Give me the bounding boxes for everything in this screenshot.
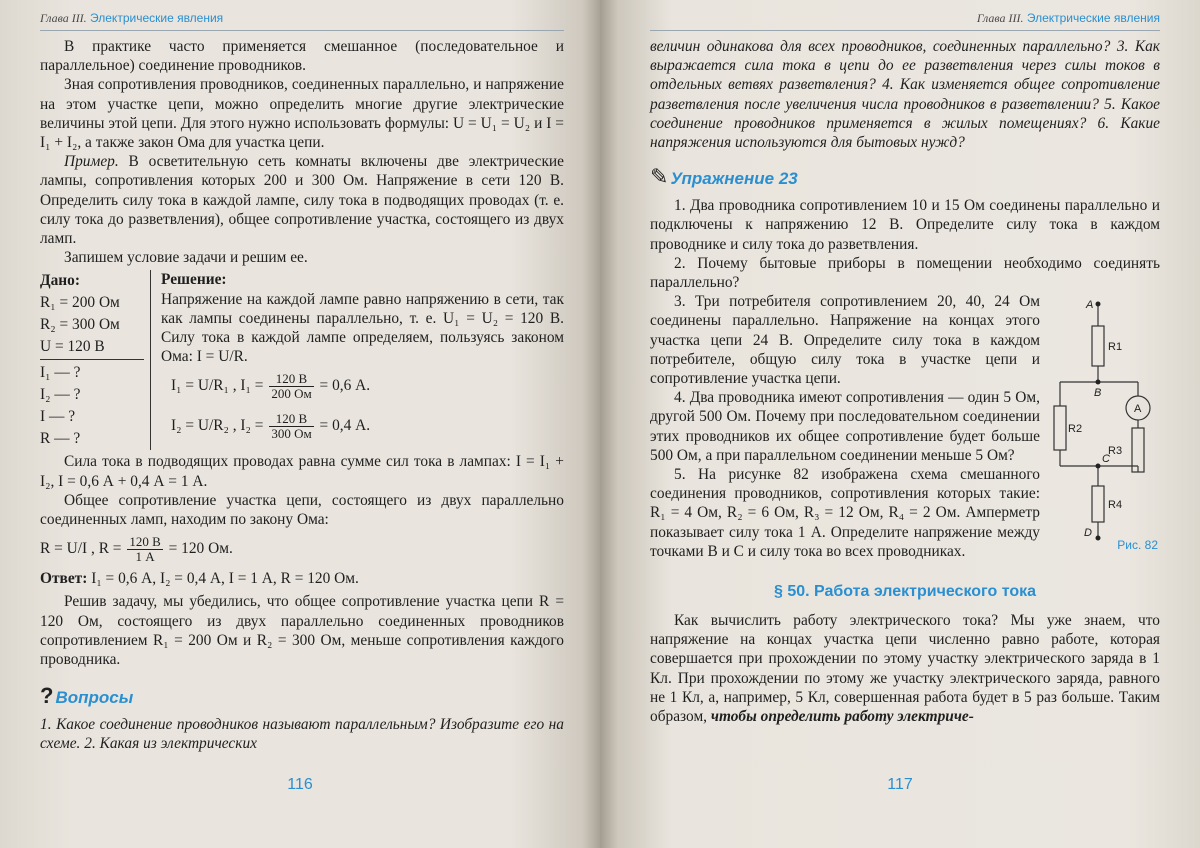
formula-lhs: R = U/I , R = [40,540,122,558]
exercise-heading [650,164,1160,190]
paragraph: Сила тока в подводящих проводах равна сумме сил тока в лампах: I = I₁ + I₂, I = 0,6 А + 0,4 А = 1 А. [40,453,564,490]
pencil-icon: ✎ [650,164,669,190]
unknown-line: I — ? [40,408,76,426]
resistor-label-r2: R2 [1068,423,1083,436]
resistor-label-r1: R1 [1108,341,1123,354]
questions-continued: величин одинакова для всех проводников, соединенных параллельно? 3. Как выражается сила тока в цепи до ее разветвления через силы токов в отдельных ветвях разветвления? 4. Как изменяется общее сопротивление разветвления после увеличения числа проводников в разветвлении? 5. Какое соединение проводников применяется в жилых помещениях? 6. Какие напряжения используются для бытовых нужд? [650,38,1160,152]
denominator: 200 Ом [271,386,312,402]
given-line: R₁ = 200 Ом [40,294,120,312]
exercise-title: Упражнение 23 [670,169,798,189]
unknown-line: I₂ — ? [40,386,81,404]
section-paragraph [650,611,1160,726]
ammeter-label: A [1134,403,1142,416]
paragraph: В практике часто применяется смешанное (последовательное и параллельное) соединение проводников. [40,38,564,75]
example-label: Пример. [64,153,119,171]
denominator: 300 Ом [271,426,312,442]
paragraph: Решив задачу, мы убедились, что общее сопротивление участка цепи R = 120 Ом, состоящего из двух параллельно соединенных проводников сопротивлением R₁ = 200 Ом и R₂ = 300 Ом, меньше сопротивления каждого проводника. [40,593,564,669]
given-line: U = 120 В [40,338,105,356]
page-117 [600,0,1200,848]
formula-result: = 0,6 А. [319,377,371,395]
node-label-d: D [1084,527,1092,540]
formula-lhs: I₂ = U/R₂ , I₂ = [171,417,264,435]
exercise-block [650,196,1160,561]
figure-caption: Рис. 82 [1117,538,1158,553]
example-text: В осветительную сеть комнаты включены две электрические лампы, сопротивления которых 200 и 300 Ом. Напряжение в сети 120 В. Определить силу тока в каждой лампе, силу тока в подводящих проводах (т. е. силу тока до разветвления), общее сопротивление участка, состоящего из двух ламп. [40,153,564,248]
running-head-left [40,6,564,31]
section-text: Как вычислить работу электрического тока? Мы уже знаем, что напряжение на концах участка цепи численно равно работе, которая совершается при прохождении по этому участку электрического заряда в 1 Кл. При прохождении по этому же участку электрического заряда, равного не 1 Кл, а, например, 5 Кл, совершенная работа будет в 5 раз больше. Таким образом, [650,612,1160,726]
answer-label: Ответ: [40,570,88,588]
given-block [40,270,151,450]
questions-text: 1. Какое соединение проводников называют параллельным? Изобразите его на схеме. 2. Какая из электрических [40,716,564,753]
exercise-item: 5. На рисунке 82 изображена схема смешанного соединения проводников, сопротивления которых такие: R₁ = 4 Ом, R₂ = 6 Ом, R₃ = 12 Ом, R₄ = 2 Ом. Амперметр показывает силу тока 1 А. Определите напряжение между точками B и C и силу тока во всех проводниках. [650,466,1040,560]
resistor-label-r4: R4 [1108,499,1123,512]
node-label-a: A [1086,299,1094,312]
numerator: 120 В [269,412,313,427]
exercise-item: 4. Два проводника имеют сопротивления — один 5 Ом, другой 500 Ом. Почему при последовательном соединении этих проводников их общее сопротивление будет больше 500 Ом, а при параллельном соединении меньше 5 Ом? [650,389,1040,464]
page-number: 116 [287,776,313,793]
given-header: Дано: [40,272,80,290]
chapter-label: Глава III. [40,11,87,25]
given-divider [40,359,144,360]
solution-block [151,270,564,450]
chapter-label: Глава III. [976,11,1024,25]
chapter-title: Электрические явления [1026,11,1160,25]
node-label-c: C [1102,453,1110,466]
questions-heading [40,683,564,709]
question-mark-icon: ? [40,683,54,709]
answer-line [40,569,564,588]
formula-result: = 120 Ом. [168,540,233,558]
fraction [127,535,162,564]
paragraph: Зная сопротивления проводников, соединенных параллельно, и напряжение на этом участке цепи, можно определить многие другие электрические величины этой цепи. Для этого нужно использовать формулы: U = U₁ = U₂ и I = I₁ + I₂, а также закон Ома для участка цепи. [40,76,564,152]
fraction [269,412,313,441]
formula-r [40,529,564,569]
exercise-item: 2. Почему бытовые приборы в помещении необходимо соединять параллельно? [650,254,1160,292]
page-number: 117 [887,776,913,793]
example-paragraph [40,152,564,248]
unknown-line: I₁ — ? [40,364,81,382]
answer-text: I₁ = 0,6 А, I₂ = 0,4 А, I = 1 А, R = 120 Ом. [87,570,359,588]
node-label-b: B [1094,387,1102,400]
fraction [269,372,313,401]
running-head-right [650,6,1160,31]
exercise-item: 1. Два проводника сопротивлением 10 и 15 Ом соединены параллельно и подключены к напряжению 12 В. Определите силу тока в каждом проводнике и силу тока до разветвления. [650,197,1160,253]
numerator: 120 В [129,534,161,550]
circuit-diagram [1048,296,1168,546]
chapter-title: Электрические явления [90,11,224,25]
paragraph: Запишем условие задачи и решим ее. [64,249,308,267]
section-heading: § 50. Работа электрического тока [774,583,1036,601]
solution-header: Решение: [161,271,227,289]
unknown-line: R — ? [40,430,81,448]
solution-text: Напряжение на каждой лампе равно напряжению в сети, так как лампы соединены параллельно, т. е. U₁ = U₂ = 120 В. Силу тока в каждой лампе определяем, пользуясь законом Ома: I = U/R. [161,290,564,366]
exercise-item: 3. Три потребителя сопротивлением 20, 40, 24 Ом соединены параллельно. Напряжение на концах этого участка цепи 24 В. Определите силу тока в каждом потребителе, общую силу тока в участке цепи и сопротивление участка цепи. [650,293,1040,388]
section-emphasis: чтобы определить работу электриче- [710,708,974,726]
given-line: R₂ = 300 Ом [40,316,120,334]
questions-title: Вопросы [55,688,134,708]
denominator: 1 А [135,549,155,565]
formula-result: = 0,4 А. [319,417,371,435]
resistor-label-r3: R3 [1108,445,1123,458]
paragraph: Общее сопротивление участка цепи, состоящего из двух параллельно соединенных ламп, находим по закону Ома: [40,491,564,529]
formula-i2 [171,406,564,446]
numerator: 120 В [269,372,313,387]
formula-lhs: I₁ = U/R₁ , I₁ = [171,377,264,395]
problem-block [40,270,564,450]
formula-i1 [171,366,564,406]
